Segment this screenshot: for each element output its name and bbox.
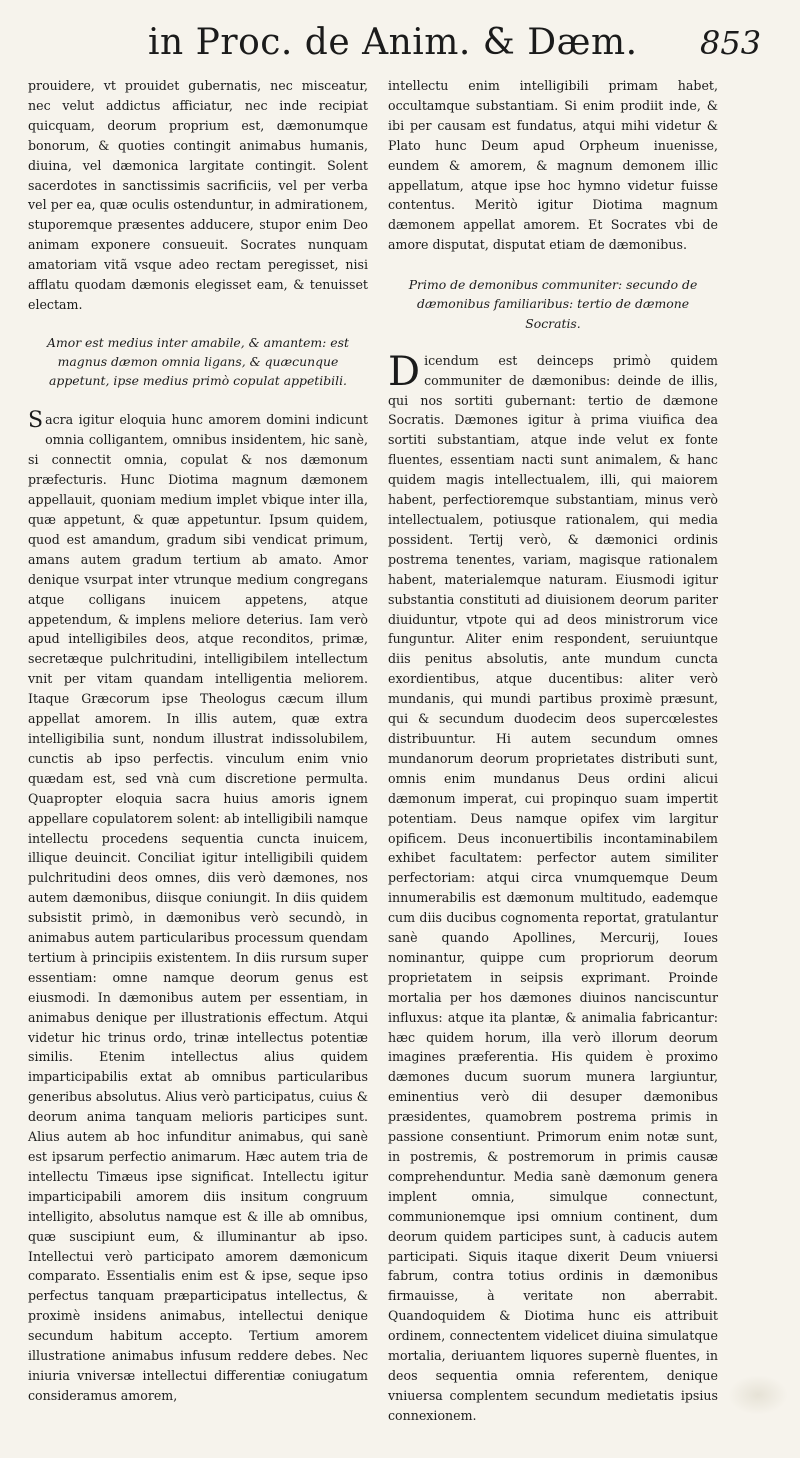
left-section-heading: Amor est medius inter amabile, & amantem: est magnus dæmon omnia ligans, & quæcunque appetunt, ipse medius primò copulat appetibili.	[47, 334, 349, 389]
right-body-paragraph	[388, 348, 718, 1426]
running-title: in Proc. de Anim. & Dæm.	[148, 22, 638, 63]
right-section-heading: Primo de demonibus communiter: secundo de dæmonibus familiaribus: tertio de dæmone Socratis.	[408, 277, 698, 331]
right-column	[388, 76, 718, 1426]
left-intro-paragraph: prouidere, vt prouidet gubernatis, nec misceatur, nec velut addictus afficiatur, nec inde recipiat quicquam, deorum proprium est, dæmonumque bonorum, & quoties contingit animabus humanis, diuina, vel dæmonica largitate contingit. Solent sacerdotes in sanctissimis sacrificiis, vel per verba vel per ea, quæ oculis ostenduntur, in admirationem, stuporemque præsentes adducere, stupor enim Deo animam exponere consueuit. Socrates nunquam amatoriam vitã vsque adeo rectam peregisset, nisi afflatu quodam dæmonis elegisset eam, & tenuisset electam.	[28, 78, 368, 312]
page-number: 853	[700, 24, 762, 62]
left-column	[28, 76, 368, 1406]
running-head	[0, 14, 800, 74]
left-body-text: acra igitur eloquia hunc amorem domini indicunt omnia colligantem, omnibus insidentem, hic sanè, si connectit omnia, copulat & nos dæmonum præfecturis. Hunc Diotima magnum dæmonem appellauit, quoniam medium implet vbique inter illa, quæ appetunt, & quæ appetuntur. Ipsum quidem, quod est amandum, gradum sibi vendicat primum, amans autem gradum tertium ab amato. Amor denique vsurpat inter vtrunque medium congregans atque colligans inuicem appetens, atque appetendum, & implens meliore deterius. Iam verò apud intelligibiles deos, atque reconditos, primæ, secretæque pulchritudini, intelligibilem intellectum vnit per vitam quandam intelligentia meliorem. Itaque Græcorum ipse Theologus cæcum illum appellat amorem. In illis autem, quæ extra intelligibilia sunt, nondum illustrat indissolubilem, cunctis ab ipso perfectis. vinculum enim vnio quædam est, sed vnà cum discretione permulta. Quapropter eloquia sacra huius amoris ignem appellare copulatorem solent: ab intelligibili namque intellectu procedens sequentia cuncta inuicem, illique deuincit. Conciliat igitur intelligibili quidem pulchritudini deos omnes, diis verò dæmones, nos autem dæmonibus, diisque coniungit. In diis quidem subsistit primò, in dæmonibus verò secundò, in animabus autem particularibus processum quendam tertium à principiis existentem. In diis rursum super essentiam: omne namque deorum genus est eiusmodi. In dæmonibus autem per essentiam, in animabus denique per illustrationis effectum. Atqui videtur hic trinus ordo, trinæ intellectus potentiæ similis. Etenim intellectus alius quidem imparticipabilis extat ab omnibus particularibus generibus absolutus. Alius verò participatus, cuius & deorum anima tanquam melioris participes sunt. Alius autem ab hoc infunditur animabus, qui sanè est ipsarum perfectio animarum. Hæc autem tria de intellectu Timæus ipse significat. Intellectu igitur imparticipabili amorem diis insitum congruum intelligito, absolutus namque est & ille ab omnibus, quæ suscipiunt eum, & illuminantur ab ipso. Intellectui verò participato amorem dæmonicum comparato. Essentialis enim est & ipse, seque ipso perfectus tanquam præparticipatus intellectus, & proximè insidens animabus, intellectui denique secundum habitum accepto. Tertium amorem illustratione animabus infusum reddere debes. Nec iniuria vniversæ intellectui differentiæ coniugatum consideramus amorem,	[28, 412, 368, 1403]
left-body-paragraph	[28, 410, 368, 1405]
bleed-through-mark	[728, 1375, 788, 1415]
right-intro-paragraph: intellectu enim intelligibili primam habet, occultamque substantiam. Si enim prodiit inde, & ibi per causam est fundatus, atqui mihi videtur & Plato hunc Deum apud Orpheum inuenisse, eundem & amorem, & magnum demonem illic appellatum, atque ipse hoc hymno videtur fuisse contentus. Meritò igitur Diotima magnum dæmonem appellat amorem. Et Socrates vbi de amore disputat, disputat etiam de dæmonibus.	[388, 78, 718, 253]
left-dropcap: S	[28, 408, 44, 434]
right-dropcap: D	[388, 348, 421, 395]
right-body-text: icendum est deinceps primò quidem communiter de dæmonibus: deinde de illis, qui nos sortiti gubernant: tertio de dæmone Socratis. Dæmones igitur à prima viuifica dea sortiti substantiam, atque inde velut ex fonte fluentes, essentiam nacti sunt animalem, & hanc quidem magis intellectualem, illi, qui maiorem habent, perfectioremque substantiam, minus verò intellectualem, potiusque rationalem, qui media possident. Tertij verò, & dæmonici ordinis postrema tenentes, variam, magisque rationalem habent, materialemque naturam. Eiusmodi igitur substantia constituti ad diuisionem deorum pariter diuiduntur, vtpote qui ad deos ministrorum vice funguntur. Aliter enim respondent, seruiuntque diis penitus absolutis, ante mundum cuncta exordientibus, atque ducentibus: aliter verò mundanis, qui mundi partibus proximè præsunt, qui & secundum duodecim deos supercœlestes distribuuntur. Hi autem secundum omnes mundanorum deorum proprietates distributi sunt, omnis enim mundanus Deus ordini alicui dæmonum imperat, cui propinquo suam impertit potentiam. Deus namque opifex vim largitur opificem. Deus inconuertibilis incontaminabilem exhibet facultatem: perfector autem similiter perfectoriam: atqui circa vnumquemque Deum innumerabilis est dæmonum multitudo, eademque cum diis ducibus cognomenta reportat, gratulantur sanè quando Apollines, Mercurij, Ioues nominantur, quippe cum propriorum deorum proprietatem in seipsis exprimant. Proinde mortalia per hos dæmones diuinos nanciscuntur influxus: atque ita plantæ, & animalia fabricantur: hæc quidem horum, illa verò illorum deorum imagines præferentia. His quidem è proximo dæmones ducum suorum munera largiuntur, eminentius verò dii desuper dæmonibus præsidentes, quamobrem postrema primis in passione consentiunt. Primorum enim notæ sunt, in postremis, & postremorum in primis causæ comprehenduntur. Media sanè dæmonum genera implent omnia, simulque connectunt, communionemque ipsi omnium continent, dum deorum quidem participes sunt, à caducis autem participati. Siquis itaque dixerit Deum vniuersi fabrum, contra totius ordinis in dæmonibus firmauisse, à veritate non aberrabit. Quandoquidem & Diotima hunc eis attribuit ordinem, connectentem videlicet diuina simulatque mortalia, deriuantem liquores supernè fluentes, in deos sequentia omnia referentem, denique vniuersa complentem secundum medietatis ipsius connexionem.	[388, 352, 718, 1423]
